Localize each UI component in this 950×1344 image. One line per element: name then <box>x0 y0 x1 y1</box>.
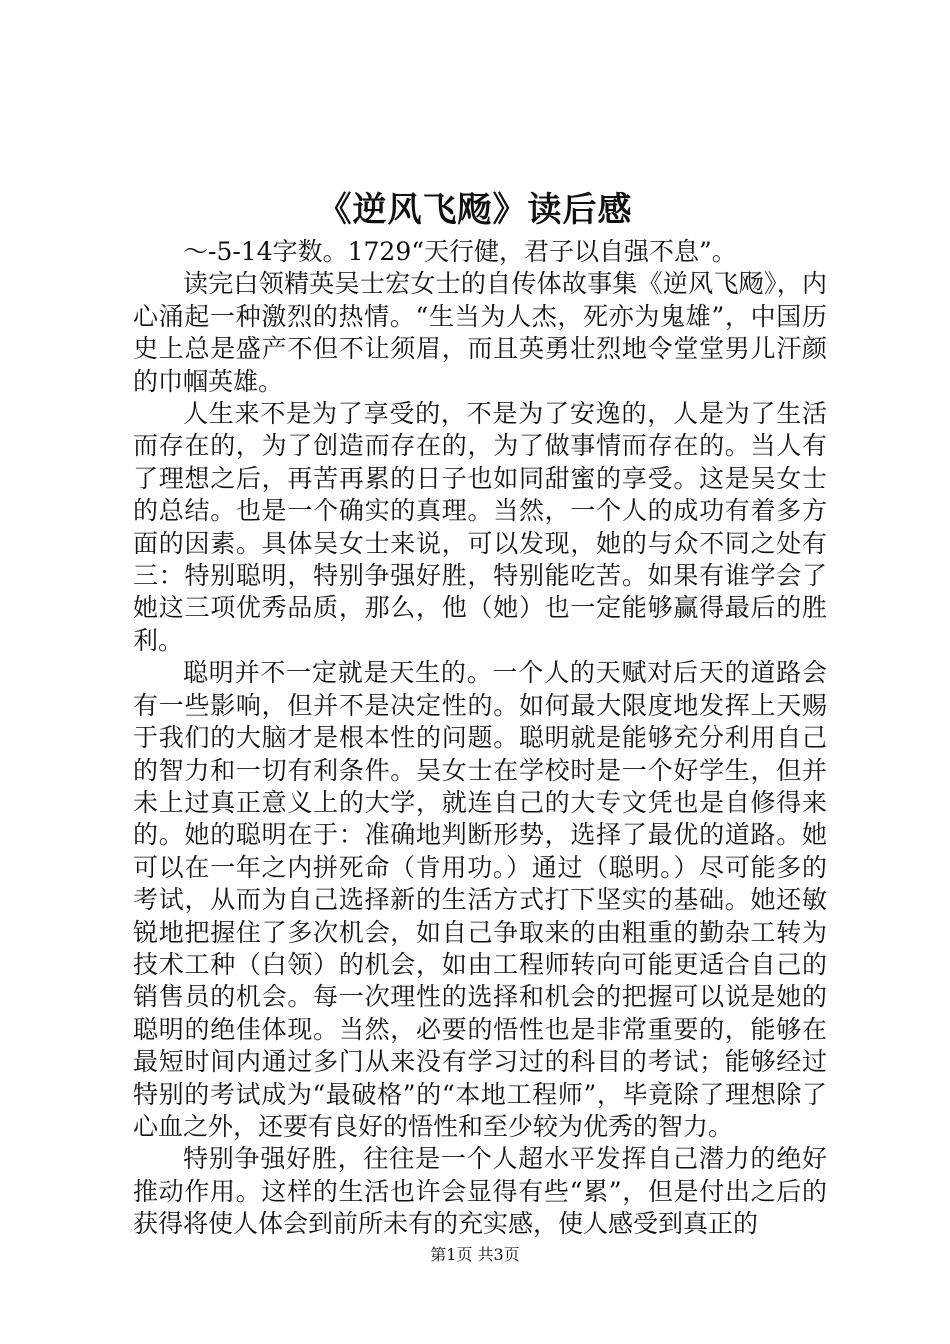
paragraph-date-wordcount: ～-5-14字数。1729“天行健，君子以自强不息”。 <box>183 237 737 266</box>
document-body <box>133 236 827 1241</box>
paragraph-intro: 读完白领精英吴士宏女士的自传体故事集《逆风飞飏》，内心涌起一种激烈的热情。“生当为人杰，死亦为鬼雄”，中国历史上总是盛产不但不让须眉，而且英勇壮烈地令堂堂男儿汗颜的巾帼英雄。 <box>133 269 827 396</box>
paragraph-cleverness: 聪明并不一定就是天生的。一个人的天赋对后天的道路会有一些影响，但并不是决定性的。如何最大限度地发挥上天赐于我们的大脑才是根本性的问题。聪明就是能够充分利用自己的智力和一切有利条件。吴女士在学校时是一个好学生，但并未上过真正意义上的大学，就连自己的大专文凭也是自修得来的。她的聪明在于：准确地判断形势，选择了最优的道路。她可以在一年之内拼死命（肯用功。）通过（聪明。）尽可能多的考试，从而为自己选择新的生活方式打下坚实的基础。她还敏锐地把握住了多次机会，如自己争取来的由粗重的勤杂工转为技术工种（白领）的机会，如由工程师转向可能更适合自己的销售员的机会。每一次理性的选择和机会的把握可以说是她的聪明的绝佳体现。当然，必要的悟性也是非常重要的，能够在最短时间内通过多门从来没有学习过的科目的考试；能够经过特别的考试成为“最破格”的“本地工程师”，毕竟除了理想除了心血之外，还要有良好的悟性和至少较为优秀的智力。 <box>133 658 827 1141</box>
paragraph-competitiveness: 特别争强好胜，往往是一个人超水平发挥自己潜力的绝好推动作用。这样的生活也许会显得有些“累”，但是付出之后的获得将使人体会到前所未有的充实感，使人感受到真正的 <box>133 1144 827 1239</box>
page-footer: 第1页 共3页 <box>430 1245 520 1264</box>
document-title: 《逆风飞飏》读后感 <box>317 190 633 230</box>
paragraph-life-purpose: 人生来不是为了享受的，不是为了安逸的，人是为了生活而存在的，为了创造而存在的，为了做事情而存在的。当人有了理想之后，再苦再累的日子也如同甜蜜的享受。这是吴女士的总结。也是一个确实的真理。当然，一个人的成功有着多方面的因素。具体吴女士来说，可以发现，她的与众不同之处有三：特别聪明，特别争强好胜，特别能吃苦。如果有谁学会了她这三项优秀品质，那么，他（她）也一定能够赢得最后的胜利。 <box>133 399 827 655</box>
